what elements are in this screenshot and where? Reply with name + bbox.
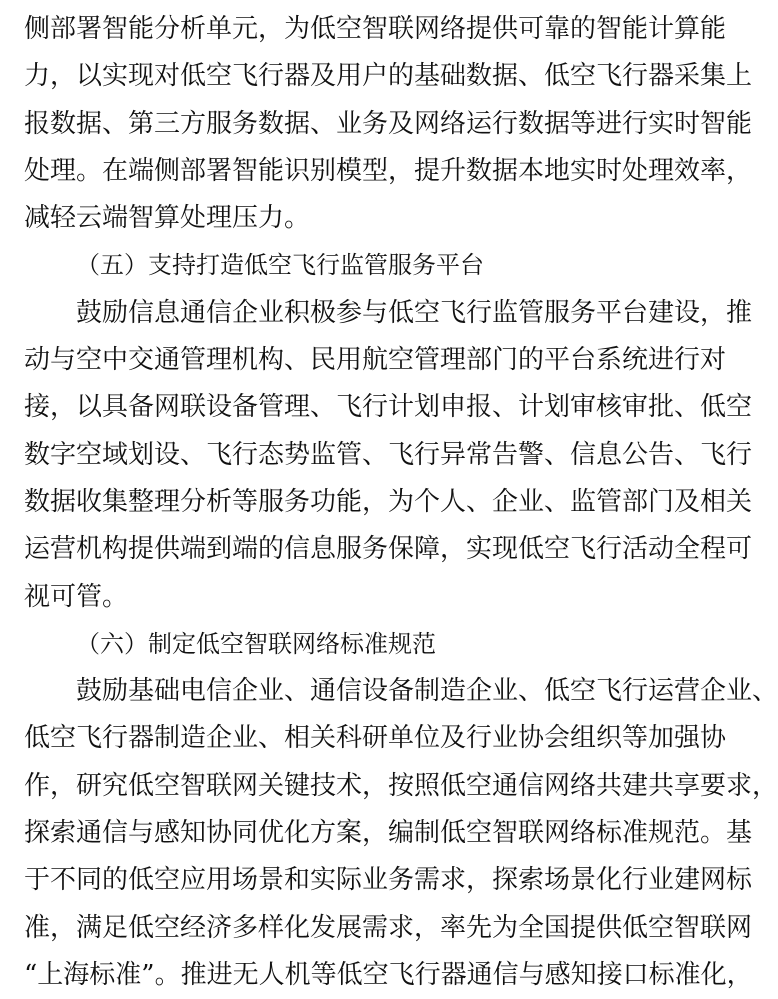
paragraph-intelligent-computing [24, 6, 753, 242]
text-line: 准，满足低空经济多样化发展需求，率先为全国提供低空智联网 [24, 912, 753, 943]
paragraph-supervision-platform [24, 290, 753, 621]
text-line: 数字空域划设、飞行态势监管、飞行异常告警、信息公告、飞行 [24, 439, 753, 470]
text-line: 低空飞行器制造企业、相关科研单位及行业协会组织等加强协 [24, 723, 727, 754]
text-line: 鼓励基础电信企业、通信设备制造企业、低空飞行运营企业、 [76, 676, 778, 707]
text-line: 接，以具备网联设备管理、飞行计划申报、计划审核审批、低空 [24, 392, 753, 423]
text-line: 动与空中交通管理机构、民用航空管理部门的平台系统进行对 [24, 345, 727, 376]
text-line: 力，以实现对低空飞行器及用户的基础数据、低空飞行器采集上 [24, 61, 753, 92]
text-line: 探索通信与感知协同优化方案，编制低空智联网络标准规范。基 [24, 818, 753, 849]
text-line: 作，研究低空智联网关键技术，按照低空通信网络共建共享要求， [24, 770, 778, 801]
text-line: 报数据、第三方服务数据、业务及网络运行数据等进行实时智能 [24, 108, 753, 139]
text-line: 鼓励信息通信企业积极参与低空飞行监管服务平台建设，推 [76, 297, 753, 328]
text-line: 减轻云端智算处理压力。 [24, 203, 311, 234]
paragraph-standards [24, 668, 778, 999]
text-line: “上海标准”。推进无人机等低空飞行器通信与感知接口标准化， [24, 959, 753, 990]
section-heading-5: （五）支持打造低空飞行监管服务平台 [76, 251, 484, 280]
text-line: 侧部署智能分析单元，为低空智联网络提供可靠的智能计算能 [24, 14, 727, 44]
text-line: 数据收集整理分析等服务功能，为个人、企业、监管部门及相关 [24, 486, 753, 517]
text-line: 视可管。 [24, 581, 129, 612]
text-line: 处理。在端侧部署智能识别模型，提升数据本地实时处理效率， [24, 155, 753, 186]
text-line: 运营机构提供端到端的信息服务保障，实现低空飞行活动全程可 [24, 534, 753, 565]
text-line: 于不同的低空应用场景和实际业务需求，探索场景化行业建网标 [24, 865, 753, 896]
section-heading-6: （六）制定低空智联网络标准规范 [76, 629, 436, 658]
